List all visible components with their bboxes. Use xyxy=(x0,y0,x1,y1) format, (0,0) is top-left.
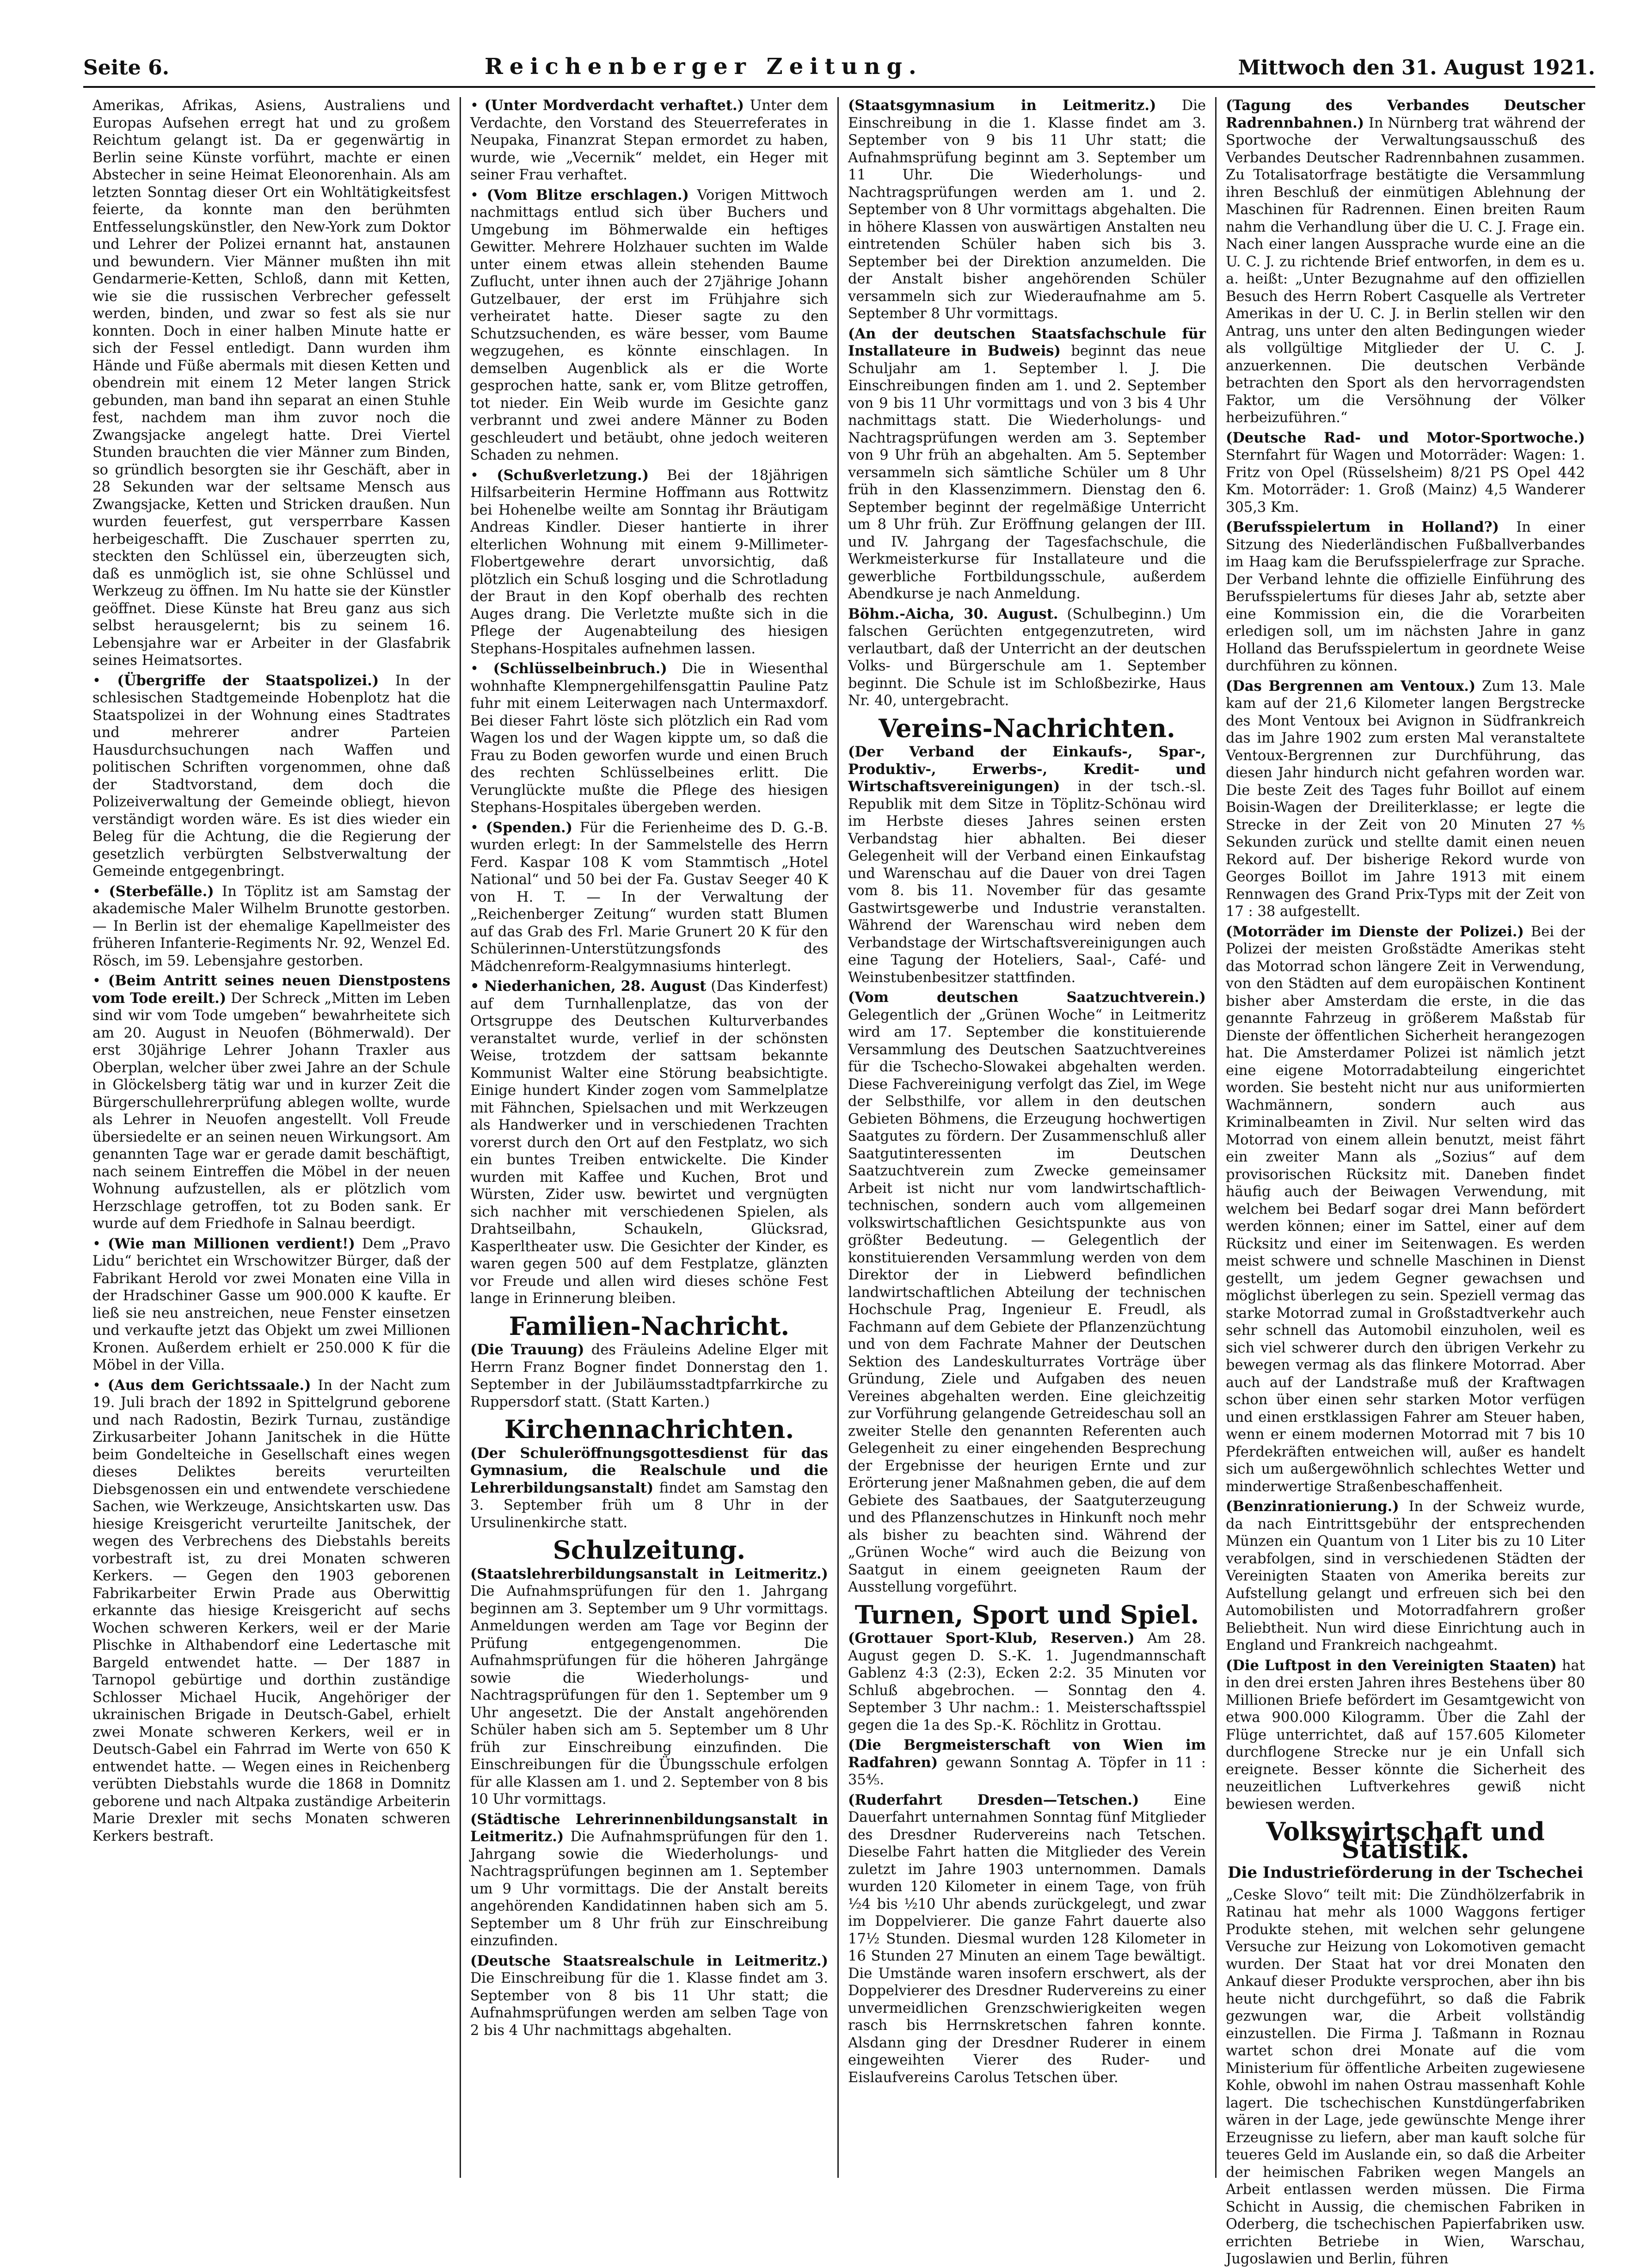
section-heading: Kirchennachrichten. xyxy=(504,1414,794,1444)
article: (Deutsche Rad- und Motor-Sportwoche.) Sternfahrt für Wagen und Motorräder: Wagen: 1. Fritz von Opel (Rüsselsheim) 8/21 PS Opel 442 Km. Motorräder: 1. Groß (Mainz) 4,5 Wanderer 305,3 Km. xyxy=(1226,429,1585,516)
column-3 xyxy=(839,97,1217,2178)
issue-date: Mittwoch den 31. August 1921. xyxy=(1238,56,1595,80)
article: (Benzinrationierung.) In der Schweiz wurde, da nach Eintrittsgebühr der entsprechenden Münzen ein Quantum von 1 Liter bis zu 10 Liter verabfolgen, sind in verschiedenen Städten der Vereinigten Staaten von Amerika bereits zur Aufstellung gelangt und erfreuen sich bei den Automobilisten und Motorradfahrern großer Beliebtheit. Nun wird diese Einrichtung auch in England und Frankreich nachgeahmt. xyxy=(1226,1498,1585,1653)
article: (Berufsspielertum in Holland?) In einer Sitzung des Niederländischen Fußballverbandes im Haag kam die Berufsspielerfrage zur Sprache. Der Verband lehnte die offizielle Einführung des Berufsspielertums für dieses Jahr ab, setzte aber eine Kommission ein, die die Vorarbeiten erledigen soll, um im nächsten Jahre in ganz Holland das Berufsspielertum in geordnete Weise durchführen zu können. xyxy=(1226,519,1585,674)
page-number: Seite 6. xyxy=(83,56,170,80)
article: Amerikas, Afrikas, Asiens, Australiens und Europas Aufsehen erregt hat und zu großem Reichtum gelangt ist. Da er gegenwärtig in Berlin seine Künste vorführt, machte er einen Abstecher in seine Heimat Eleonorenhain. Als am letzten Sonntag dieser Ort ein Wohltätigkeitsfest feierte, da konnte man den berühmten Entfesselungskünstler, den New-York zum Doktor und Lehrer der Polizei ernannt hat, anstaunen und bewundern. Vier Männer mußten ihn mit Gendarmerie-Ketten, Schloß, dann mit Ketten, wie sie die russischen Verbrecher gefesselt werden, binden, und zwar so fest als sie nur konnten. Doch in einer halben Minute hatte er sich der Fessel entledigt. Dann wurden ihm Hände und Füße abermals mit diesen Ketten und obendrein mit einem 12 Meter langen Strick gebunden, man band ihn separat an einen Stuhle fest, nachdem man ihm zuvor noch die Zwangsjacke angelegt hatte. Drei Viertel Stunden brauchten die vier Männer zum Binden, so gründlich besorgten sie ihr Geschäft, aber in 28 Sekunden war der seltsame Mensch aus Zwangsjacke, Ketten und Stricken draußen. Nun wurden feuerfest, gut versperrbare Kassen herbeigeschafft. Die Zuschauer sperrten zu, steckten den Schlüssel ein, überzeugten sich, daß es unmöglich ist, sie ohne Schlüssel und Werkzeug zu öffnen. Im Nu hatte sie der Künstler geöffnet. Diese Künste hat Breu ganz aus sich selbst herausgelernt; bis zu seinem 16. Lebensjahre war er Arbeiter in der Glasfabrik seines Heimatsortes. xyxy=(92,98,450,669)
article: (An der deutschen Staatsfachschule für Installateure in Budweis) beginnt das neue Schuljahr am 1. September l. J. Die Einschreibungen finden am 1. und 2. September von 9 bis 11 Uhr vormittags und von 3 bis 4 Uhr nachmittags statt. Die Wiederholungs- und Nachtragsprüfungen werden am 3. September von 9 Uhr früh an abgehalten. Am 5. September versammeln sich sämtliche Schüler um 8 Uhr früh in den Klassenzimmern. Dienstag den 6. September beginnt der regelmäßige Unterricht um 8 Uhr früh. Zur Eröffnung gelangen der III. und IV. Jahrgang der Tagesfachschule, die Werkmeisterkurse für Installateure und die gewerbliche Fortbildungsschule, außerdem Abendkurse je nach Anmeldung. xyxy=(848,325,1206,602)
section-heading: Vereins-Nachrichten. xyxy=(879,713,1175,743)
columns xyxy=(83,97,1595,2267)
article: (Deutsche Staatsrealschule in Leitmeritz.) Die Einschreibung für die 1. Klasse findet am 3. September von 8 bis 11 Uhr statt; die Aufnahmsprüfungen werden am selben Tage von 2 bis 4 Uhr nachmittags abgehalten. xyxy=(470,1952,828,2039)
section-heading: Volkswirtschaft und Statistik. xyxy=(1266,1817,1545,1864)
article: • (Vom Blitze erschlagen.) Vorigen Mittwoch nachmittags entlud sich über Buchers und Umgebung im Böhmerwalde ein heftiges Gewitter. Mehrere Holzhauer suchten im Walde unter einem etwas allein stehenden Baume Zuflucht, unter ihnen auch der 27jährige Johann Gutzelbauer, der erst im Frühjahre sich verheiratet hatte. Dieser sagte zu den Schutzsuchenden, es wäre besser, vom Baume wegzugehen, es könnte einschlagen. In demselben Augenblick als er die Worte gesprochen hatte, sank er, vom Blitze getroffen, tot nieder. Ein Weib wurde im Gesichte ganz verbrannt und zwei andere Männer zu Boden geschleudert und betäubt, ohne jedoch weiteren Schaden zu nehmen. xyxy=(470,186,829,463)
section-heading: Turnen, Sport und Spiel. xyxy=(854,1599,1199,1629)
article: (Der Schuleröffnungsgottesdienst für das Gymnasium, die Realschule und die Lehrerbildungsanstalt) findet am Samstag den 3. September früh um 8 Uhr in der Ursulinenkirche statt. xyxy=(470,1444,828,1531)
article: • (Spenden.) Für die Ferienheime des D. G.-B. wurden erlegt: In der Sammelstelle des Herrn Ferd. Kaspar 108 K vom Stammtisch „Hotel National“ und 50 bei der Fa. Gustav Seeger 40 K von H. T. — In der Verwaltung der „Reichenberger Zeitung“ wurden statt Blumen auf das Grab des Frl. Marie Grunert 20 K für den Schülerinnen-Unterstützungsfonds des Mädchenreform-Realgymnasiums hinterlegt. xyxy=(470,819,828,975)
article: (Die Bergmeisterschaft von Wien im Radfahren) gewann Sonntag A. Töpfer in 11 : 35⅘. xyxy=(848,1737,1206,1788)
column-4 xyxy=(1217,97,1594,2267)
newspaper-page xyxy=(83,51,1595,2267)
article: (Die Trauung) des Fräuleins Adeline Elger mit Herrn Franz Bogner findet Donnerstag den 1. September in der Jubiläumsstadtpfarrkirche zu Ruppersdorf statt. (Statt Karten.) xyxy=(470,1341,828,1410)
article: • (Beim Antritt seines neuen Dienstpostens vom Tode ereilt.) Der Schreck „Mitten im Leben sind wir vom Tode umgeben“ bewahrheitete sich am 20. August in Neuofen (Böhmerwald). Der erst 30jährige Lehrer Johann Traxler aus Oberplan, welcher über zwei Jahre an der Schule in Glöckelsberg tätig war und in kurzer Zeit die Bürgerschullehrerprüfung ablegen wollte, wurde als Lehrer in Neuofen angestellt. Voll Freude übersiedelte er an seinen neuen Wirkungsort. Am genannten Tage war er gerade damit beschäftigt, nach seinem Eintreffen die Möbel in der neuen Wohnung aufzustellen, als er plötzlich vom Herzschlage getroffen, tot zu Boden sank. Er wurde auf dem Friedhofe in Salnau beerdigt. xyxy=(92,972,451,1232)
article: (Ruderfahrt Dresden—Tetschen.) Eine Dauerfahrt unternahmen Sonntag fünf Mitglieder des Dresdner Rudervereins nach Tetschen. Dieselbe Fahrt hatten die Mitglieder des Verein zuletzt im Jahre 1903 unternommen. Damals wurden 120 Kilometer in einem Tage, von früh ½4 bis ½10 Uhr abends zurückgelegt, und zwar im Doppelvierer. Die ganze Fahrt dauerte also 17½ Stunden. Diesmal wurden 128 Kilometer in 16 Stunden 27 Minuten an einem Tage bewältigt. Die Umstände waren insofern erschwert, als der Doppelvierer des Dresdner Rudervereins zu einer unvermeidlichen Grenzschwierigkeiten wegen rasch bis Herrnskretschen fahren konnte. Alsdann ging der Dresdner Ruderer in einem eingeweihten Vierer des Ruder- und Eislaufvereins Carolus Tetschen über. xyxy=(848,1791,1206,2086)
article: (Städtische Lehrerinnenbildungsanstalt in Leitmeritz.) Die Aufnahmsprüfungen für den 1. Jahrgang sowie die Wiederholungs- und Nachtragsprüfungen beginnen am 1. September um 9 Uhr vormittags. Die der Anstalt bereits angehörenden Kandidatinnen haben sich am 5. September um 8 Uhr früh zur Einschreibung einzufinden. xyxy=(470,1811,828,1949)
article: • (Übergriffe der Staatspolizei.) In der schlesischen Stadtgemeinde Hobenplotz hat die Staatspolizei in der Wohnung eines Stadtrates und mehrerer andrer Parteien Hausdurchsuchungen nach Waffen und politischen Schriften vorgenommen, ohne daß der Stadtvorstand, dem doch die Polizeiverwaltung der Gemeinde obliegt, hievon verständigt worden wäre. Es ist dies wieder ein Beleg für die Achtung, die die Regierung der gesetzlich verbürgten Selbstverwaltung der Gemeinde entgegenbringt. xyxy=(92,672,450,879)
section-heading: Schulzeitung. xyxy=(553,1535,746,1565)
article: (Das Bergrennen am Ventoux.) Zum 13. Male kam auf der 21,6 Kilometer langen Bergstrecke des Mont Ventoux bei Avignon in Südfrankreich das im Jahre 1902 zum ersten Mal veranstaltete Ventoux-Bergrennen zur Durchführung, das diesen Jahr hindurch nicht gefahren worden war. Die beste Zeit des Tages fuhr Boillot auf einem Boisin-Wagen der Dreiliterklasse; er legte die Strecke in der Zeit von 20 Minuten 27⅘ Sekunden zurück und stellte damit einen neuen Rekord auf. Der bisherige Rekord wurde von Georges Boillot im Jahre 1913 mit einem Rennwagen des Grand Prix-Typs mit der Zeit von 17 : 38 aufgestellt. xyxy=(1226,677,1586,920)
article: • Niederhanichen, 28. August (Das Kinderfest) auf dem Turnhallenplatze, das von der Ortsgruppe des Deutschen Kulturverbandes veranstaltet wurde, verlief in der schönsten Weise, trotzdem der sattsam bekannte Kommunist Walter eine Störung beabsichtigte. Einige hundert Kinder zogen vom Sammelplatze mit Fähnchen, Spielsachen und mit Werkzeugen als Handwerker und in verschiedenen Trachten vorerst durch den Ort auf den Festplatz, wo sich ein buntes Treiben entwickelte. Die Kinder wurden mit Kaffee und Kuchen, Brot und Würsten, Zider usw. bewirtet und vergnügten sich nachher mit verschiedenen Spielen, als Drahtseilbahn, Schaukeln, Glücksrad, Kasperltheater usw. Die Gesichter der Kinder, es waren gegen 500 auf dem Festplatze, glänzten vor Freude und allen wird dieses schöne Fest lange in Erinnerung bleiben. xyxy=(470,978,828,1307)
article: • (Wie man Millionen verdient!) Dem „Pravo Lidu“ berichtet ein Wrschowitzer Bürger, daß der Fabrikant Herold vor zwei Monaten eine Villa in der Hradschiner Gasse um 900.000 K kaufte. Er ließ sie neu anstreichen, neue Fenster einsetzen und verkaufte jetzt das Objekt um zwei Millionen Kronen. Außerdem erhielt er 250.000 K für die Möbel in der Villa. xyxy=(92,1235,450,1373)
article: • (Sterbefälle.) In Töplitz ist am Samstag der akademische Maler Wilhelm Brunotte gestorben. — In Berlin ist der ehemalige Kapellmeister des früheren Infanterie-Regiments Nr. 92, Wenzel Ed. Rösch, im 59. Lebensjahre gestorben. xyxy=(92,883,451,969)
section-heading: Familien-Nachricht. xyxy=(509,1311,790,1341)
article: (Tagung des Verbandes Deutscher Radrennbahnen.) In Nürnberg trat während der Sportwoche der Verwaltungsausschuß des Verbandes Deutscher Radrennbahnen zusammen. Zu Totalisatorfrage bestätigte die Versammlung ihren Beschluß der einmütigen Ablehnung der Maschinen für Radrennen. Einen breiten Raum nahm die Verhandlung über die U. C. J. Frage ein. Nach einer langen Aussprache wurde eine an die U. C. J. zu richtende Brief entworfen, in dem es u. a. heißt: „Unter Bezugnahme auf den offiziellen Besuch des Herrn Robert Casquelle als Vertreter Amerikas in der U. C. J. in Berlin stellen wir den Antrag, uns unter den alten Bedingungen wieder als vollgültige Mitglieder der U. C. J. anzuerkennen. Die deutschen Verbände betrachten den Sport als den hervorragendsten Faktor, um die Versöhnung der Völker herbeizuführen.“ xyxy=(1226,97,1585,426)
article: • (Unter Mordverdacht verhaftet.) Unter dem Verdachte, den Vorstand des Steuerreferates in Neupaka, Finanzrat Stepan ermordet zu haben, wurde, wie „Vecernik“ meldet, ein Heger mit seiner Frau verhaftet. xyxy=(470,97,828,183)
column-2 xyxy=(461,97,839,2178)
article: • (Schlüsselbeinbruch.) Die in Wiesenthal wohnhafte Klempnergehilfensgattin Pauline Patz fuhr mit einem Leiterwagen nach Untermaxdorf. Bei dieser Fahrt löste sich plötzlich ein Rad vom Wagen los und der Wagen kippte um, so daß die Frau zu Boden geworfen wurde und einen Bruch des rechten Schlüsselbeines erlitt. Die Verunglückte mußte die Pflege des hiesigen Stephans-Hospitales übergeben werden. xyxy=(470,660,828,816)
article: (Staatslehrerbildungsanstalt in Leitmeritz.) Die Aufnahmsprüfungen für den 1. Jahrgang beginnen am 3. September um 9 Uhr vormittags. Anmeldungen werden am Tage vor Beginn der Prüfung entgegengenommen. Die Aufnahmsprüfungen für die höheren Jahrgänge sowie die Wiederholungs- und Nachtragsprüfungen für den 1. September um 9 Uhr angesetzt. Die der Anstalt angehörenden Schüler haben sich am 5. September um 8 Uhr früh zur Einschreibung einzufinden. Die Einschreibungen für die Übungsschule erfolgen für alle Klassen am 1. und 2. September von 8 bis 10 Uhr vormittags. xyxy=(470,1565,828,1807)
article: „Ceske Slovo“ teilt mit: Die Zündhölzerfabrik in Ratinau hat mehr als 1000 Waggons fertiger Produkte stehen, mit welchen sehr gelungene Versuche zur Heizung von Lokomotiven gemacht wurden. Der Staat hat vor drei Monaten den Ankauf dieser Produkte versprochen, aber ihn bis heute nicht durchgeführt, so daß die Fabrik gezwungen war, die Arbeit vollständig einzustellen. Die Firma J. Taßmann in Roznau wartet schon drei Monate auf die vom Ministerium für öffentliche Arbeiten zugewiesene Kohle, obwohl im nahen Ostrau massenhaft Kohle lagert. Die tschechischen Kunstdüngerfabriken wären in der Lage, jede gewünschte Menge ihrer Erzeugnisse zu liefern, aber man kauft solche für teueres Geld im Auslande ein, so daß die Arbeiter der heimischen Fabriken wegen Mangels an Arbeit entlassen werden müssen. Die Firma Schicht in Aussig, die chemischen Fabriken in Oderberg, die tschechischen Papierfabriken usw. errichten Betriebe in Wien, Warschau, Jugoslawien und Berlin, führen xyxy=(1226,1887,1585,2267)
article: (Staatsgymnasium in Leitmeritz.) Die Einschreibung in die 1. Klasse findet am 3. September von 9 bis 11 Uhr statt; die Aufnahmsprüfung beginnt am 3. September um 11 Uhr. Die Wiederholungs- und Nachtragsprüfungen werden am 1. und 2. September von 8 Uhr vormittags abgehalten. Die in höhere Klassen von auswärtigen Anstalten neu eintretenden Schüler haben sich bis 3. September bei der Direktion anzumelden. Die der Anstalt bisher angehörenden Schüler versammeln sich zur Wiederaufnahme am 5. September 8 Uhr vormittags. xyxy=(848,97,1206,322)
article: (Grottauer Sport-Klub, Reserven.) Am 28. August gegen D. S.-K. 1. Jugendmannschaft Gablenz 4:3 (2:3), Ecken 2:2. 35 Minuten vor Schluß abgebrochen. — Sonntag den 4. September 3 Uhr nachm.: 1. Meisterschaftsspiel gegen die 1a des Sp.-K. Röchlitz in Grottau. xyxy=(848,1630,1206,1733)
article-heading: Die Industrieförderung in der Tschechei xyxy=(1228,1863,1583,1882)
masthead xyxy=(83,51,1595,88)
article: (Motorräder im Dienste der Polizei.) Bei der Polizei der meisten Großstädte Amerikas steht das Motorrad schon längere Zeit in Verwendung, von den Städten auf dem europäischen Kontinent bisher aber Amsterdam die erste, in die das genannte Fahrzeug in größerem Maßstab für Dienste der öffentlichen Sicherheit herangezogen hat. Die Amsterdamer Polizei ist nämlich jetzt eine eigene Motorradabteilung eingerichtet worden. Sie besteht nicht nur aus uniformierten Wachmännern, sondern auch aus Kriminalbeamten in Zivil. Nur selten wird das Motorrad von einem allein benutzt, meist fährt ein zweiter Mann als „Sozius“ auf dem provisorischen Rücksitz mit. Daneben findet häufig auch der Beiwagen Verwendung, mit welchem bei Bedarf sogar drei Mann befördert werden können; einer im Sattel, einer auf dem Rücksitz und einer im Seitenwagen. Es werden meist schwere und schnelle Maschinen in Dienst gestellt, um jedem Gegner gewachsen und möglichst überlegen zu sein. Speziell vermag das starke Motorrad zumal in Großstadtverkehr auch sehr schnell das Automobil einzuholen, weil es sich viel schwerer durch den übrigen Verkehr zu bewegen vermag als das flinkere Motorrad. Aber auch auf der Landstraße muß der Kraftwagen schon über einen sehr starken Motor verfügen und einen erstklassigen Fahrer am Steuer haben, wenn er einem modernen Motorrad mit 7 bis 10 Pferdekräften entweichen will, außer es handelt sich um außergewöhnlich schlechtes Wetter und minderwertige Straßenbeschaffenheit. xyxy=(1226,923,1585,1495)
article: • (Aus dem Gerichtssaale.) In der Nacht zum 19. Juli brach der 1892 in Spittelgrund geborene und nach Radostin, Bezirk Turnau, zuständige Zirkusarbeiter Johann Janitschek in die Hütte beim Gondelteiche in Gesellschaft eines wegen dieses Deliktes bereits verurteilten Diebsgenossen ein und entwendete verschiedene Sachen, wie Werkzeuge, Ansichtskarten usw. Das hiesige Kreisgericht verurteilte Janitschek, der wegen des Verbrechens des Diebstahls bereits vorbestraft ist, zu drei Monaten schweren Kerkers. — Gegen den 1903 geborenen Fabrikarbeiter Erwin Prade aus Oberwittig erkannte das hiesige Kreisgericht auf sechs Wochen schweren Kerkers, weil er der Marie Plischke in Althabendorf eine Ledertasche mit Bargeld entwendet hatte. — Der 1887 in Tarnopol gebürtige und dorthin zuständige Schlosser Michael Hucik, Angehöriger der ukrainischen Brigade in Deutsch-Gabel, erhielt zwei Monate schweren Kerkers, weil er in Deutsch-Gabel ein Fahrrad im Werte von 650 K entwendet hatte. — Wegen eines in Reichenberg verübten Diebstahls wurde die 1868 in Domnitz geborene und nach Altpaka zuständige Arbeiterin Marie Drexler mit sechs Monaten schweren Kerkers bestraft. xyxy=(92,1377,450,1844)
article: (Die Luftpost in den Vereinigten Staaten) hat in den drei ersten Jahren ihres Bestehens über 80 Millionen Briefe befördert im Gesamtgewicht von etwa 900.000 Kilogramm. Über die Zahl der Flüge unterrichtet, daß auf 157.605 Kilometer durchflogene Strecke nur je ein Unfall sich ereignete. Besser könnte die Sicherheit des neuzeitlichen Luftverkehres gewiß nicht bewiesen werden. xyxy=(1226,1657,1585,1813)
column-1 xyxy=(83,97,461,2178)
article: (Vom deutschen Saatzuchtverein.) Gelegentlich der „Grünen Woche“ in Leitmeritz wird am 17. September die konstituierende Versammlung des Deutschen Saatzuchtvereines für die Tschecho-Slowakei abgehalten werden. Diese Fachvereinigung verfolgt das Ziel, im Wege der Selbsthilfe, vor allem in den deutschen Gebieten Böhmens, die Erzeugung hochwertigen Saatgutes zu fördern. Der Zusammenschluß aller Saatgutinteressenten im Deutschen Saatzuchtverein zum Zwecke gemeinsamer Arbeit ist nicht nur vom landwirtschaftlich-technischen, sondern auch vom allgemeinen volkswirtschaftlichen Gesichtspunkte aus von größter Bedeutung. — Gelegentlich der konstituierenden Versammlung werden von dem Direktor der in Liebwerd befindlichen landwirtschaftlichen Abteilung der technischen Hochschule Prag, Ingenieur E. Freudl, als Fachmann auf dem Gebiete der Pflanzenzüchtung und von dem Fachrate Mahner der Deutschen Sektion des Landeskulturrates Vorträge über Gründung, Ziele und Aufgaben des neuen Vereines abgehalten werden. Eine gleichzeitig zur Vorführung gelangende Getreideschau soll an zweiter Stelle den genannten Referenten auch Gelegenheit zu einer eingehenden Besprechung der Ergebnisse der heurigen Ernte und zur Erörterung jener Maßnahmen geben, die auf dem Gebiete des Saatbaues, der Saatguterzeugung und des Pflanzenschutzes in Hinkunft noch mehr als bisher zu beachten sind. Während der „Grünen Woche“ wird auch die Beizung von Saatgut in einem geeigneten Raum der Ausstellung vorgeführt. xyxy=(848,989,1206,1595)
article: (Der Verband der Einkaufs-, Spar-, Produktiv-, Erwerbs-, Kredit- und Wirtschaftsvereinigungen) in der tsch.-sl. Republik mit dem Sitze in Töplitz-Schönau wird im Herbste dieses Jahres seinen ersten Verbandstag hier abhalten. Bei dieser Gelegenheit will der Verband einen Einkaufstag und Warenschau auf die Dauer von drei Tagen vom 8. bis 11. November für das gesamte Gastwirtsgewerbe und Industrie veranstalten. Während der Warenschau wird neben dem Verbandstage der Wirtschaftsvereinigungen auch eine Tagung der Hoteliers, Saal-, Café- und Weinstubenbesitzer stattfinden. xyxy=(848,744,1206,986)
newspaper-title: Reichenberger Zeitung. xyxy=(484,54,923,80)
article: Böhm.-Aicha, 30. August. (Schulbeginn.) Um falschen Gerüchten entgegenzutreten, wird verlautbart, daß der Unterricht an der deutschen Volks- und Bürgerschule am 1. September beginnt. Die Schule ist im Schloßbezirke, Haus Nr. 40, untergebracht. xyxy=(848,605,1206,709)
article: • (Schußverletzung.) Bei der 18jährigen Hilfsarbeiterin Hermine Hoffmann aus Rottwitz bei Hohenelbe weilte am Sonntag ihr Bräutigam Andreas Kindler. Dieser hantierte in ihrer elterlichen Wohnung mit einem 9-Millimeter-Flobertgewehre derart unvorsichtig, daß plötzlich ein Schuß losging und die Schrotladung der Braut in den Kopf oberhalb des rechten Auges drang. Die Verletzte mußte sich in die Pflege der Augenabteilung des hiesigen Stephans-Hospitales aufnehmen lassen. xyxy=(470,467,828,657)
